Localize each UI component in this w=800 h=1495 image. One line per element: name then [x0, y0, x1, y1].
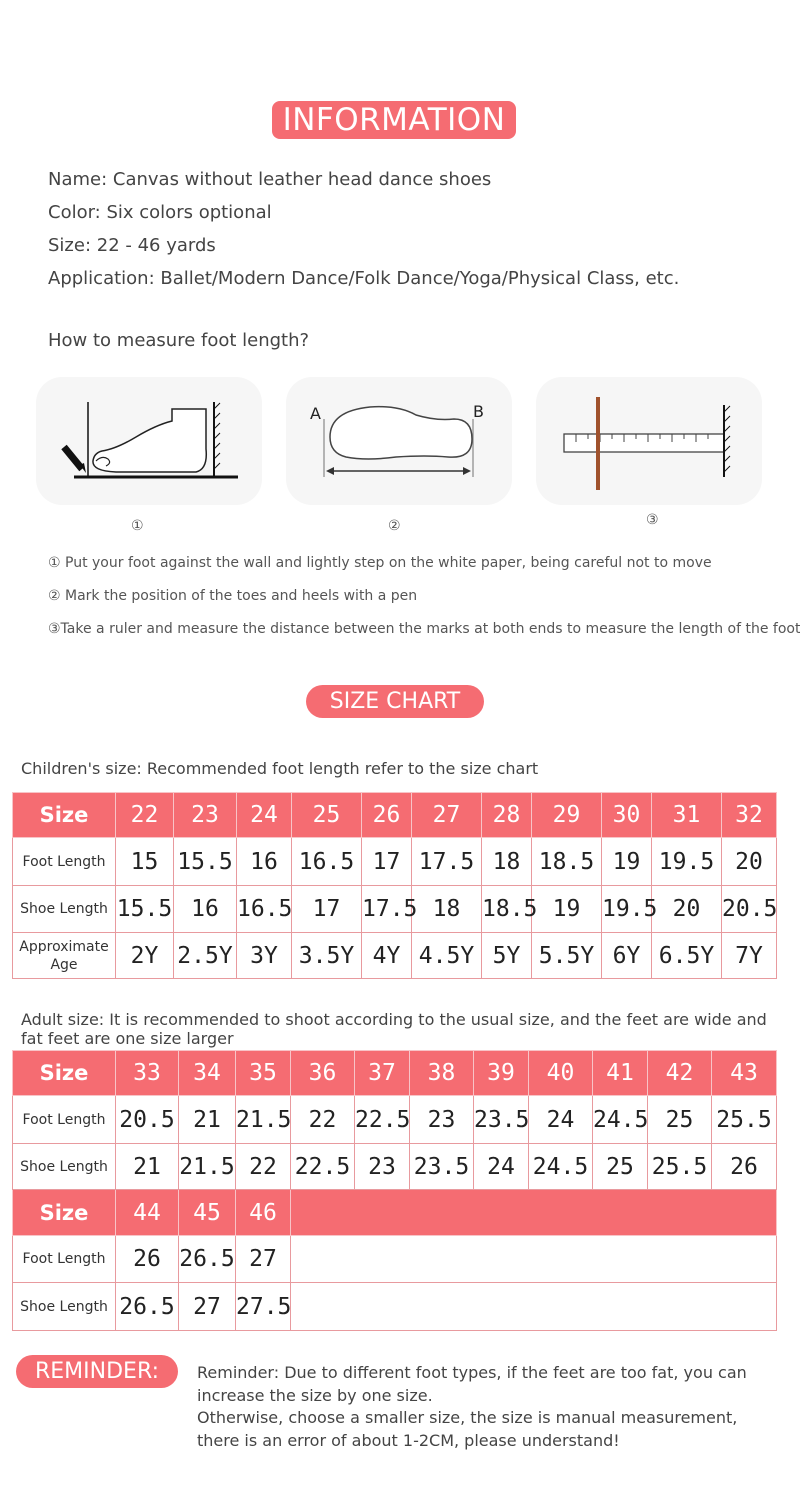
adult-size-row	[13, 1051, 777, 1096]
footprint-outline-icon	[286, 377, 512, 505]
size-cell: 23	[174, 793, 237, 838]
size-row-label: Size	[13, 793, 116, 838]
shoe-length-cell: 25.5	[648, 1144, 712, 1190]
shoe-length-cell: 27	[179, 1283, 236, 1331]
foot-length-row-label: Foot Length	[13, 838, 116, 886]
age-cell: 5.5Y	[532, 933, 602, 979]
picture-number-2: ②	[388, 518, 401, 534]
adult-foot-length-row-2	[13, 1236, 777, 1283]
age-cell: 3.5Y	[292, 933, 362, 979]
foot-length-row-label: Foot Length	[13, 1236, 116, 1283]
adult-size-note: Adult size: It is recommended to shoot according to the usual size, and the feet are wide and fat feet are one size larger	[21, 1010, 767, 1048]
information-heading: INFORMATION	[272, 101, 516, 139]
foot-length-cell: 15	[116, 838, 174, 886]
reminder-line-1: Reminder: Due to different foot types, if the feet are too fat, you can increase the size by one size.	[197, 1363, 747, 1405]
adult-size-row-2	[13, 1190, 777, 1236]
foot-length-cell: 16	[237, 838, 292, 886]
size-cell: 30	[602, 793, 652, 838]
foot-on-paper-icon	[36, 377, 262, 505]
foot-length-cell: 24	[529, 1096, 593, 1144]
size-cell: 26	[362, 793, 412, 838]
shoe-length-cell: 17.5	[362, 886, 412, 933]
children-size-note: Children's size: Recommended foot length refer to the size chart	[21, 759, 539, 778]
shoe-length-cell: 22	[236, 1144, 291, 1190]
children-size-row	[13, 793, 777, 838]
shoe-length-cell: 24.5	[529, 1144, 593, 1190]
size-row-label: Size	[13, 1190, 116, 1236]
foot-length-cell: 27	[236, 1236, 291, 1283]
product-size: Size: 22 - 46 yards	[48, 235, 216, 256]
shoe-length-cell: 22.5	[291, 1144, 355, 1190]
point-b-label: B	[473, 402, 484, 421]
adult-shoe-length-row	[13, 1144, 777, 1190]
foot-length-cell: 16.5	[292, 838, 362, 886]
size-cell: 24	[237, 793, 292, 838]
foot-length-cell: 15.5	[174, 838, 237, 886]
age-cell: 6Y	[602, 933, 652, 979]
shoe-length-cell: 26.5	[116, 1283, 179, 1331]
product-color: Color: Six colors optional	[48, 202, 272, 223]
shoe-length-cell: 19.5	[602, 886, 652, 933]
size-cell: 35	[236, 1051, 291, 1096]
empty-cell	[291, 1236, 777, 1283]
size-cell: 37	[355, 1051, 410, 1096]
shoe-length-cell: 25	[593, 1144, 648, 1190]
size-cell: 41	[593, 1051, 648, 1096]
shoe-length-cell: 18	[412, 886, 482, 933]
measure-picture-1	[36, 377, 262, 505]
shoe-length-cell: 21.5	[179, 1144, 236, 1190]
shoe-length-cell: 16	[174, 886, 237, 933]
shoe-length-cell: 24	[474, 1144, 529, 1190]
size-cell: 45	[179, 1190, 236, 1236]
size-cell: 28	[482, 793, 532, 838]
point-a-label: A	[310, 404, 321, 423]
foot-length-cell: 20.5	[116, 1096, 179, 1144]
measure-question: How to measure foot length?	[48, 330, 310, 351]
size-cell: 25	[292, 793, 362, 838]
foot-length-cell: 22	[291, 1096, 355, 1144]
shoe-length-row-label: Shoe Length	[13, 886, 116, 933]
age-cell: 2Y	[116, 933, 174, 979]
ruler-icon	[536, 377, 762, 505]
foot-length-cell: 19	[602, 838, 652, 886]
size-cell: 46	[236, 1190, 291, 1236]
adult-foot-length-row	[13, 1096, 777, 1144]
size-cell: 40	[529, 1051, 593, 1096]
foot-length-cell: 21	[179, 1096, 236, 1144]
shoe-length-cell: 23	[355, 1144, 410, 1190]
age-cell: 4.5Y	[412, 933, 482, 979]
children-shoe-length-row	[13, 886, 777, 933]
children-age-row	[13, 933, 777, 979]
age-cell: 7Y	[722, 933, 777, 979]
product-application: Application: Ballet/Modern Dance/Folk Dance/Yoga/Physical Class, etc.	[48, 268, 680, 289]
reminder-line-2: Otherwise, choose a smaller size, the size is manual measurement, there is an error of about 1-2CM, please understand!	[197, 1408, 738, 1450]
foot-length-cell: 18	[482, 838, 532, 886]
foot-length-cell: 23.5	[474, 1096, 529, 1144]
age-row-label: Approximate Age	[13, 933, 116, 979]
product-info	[48, 166, 679, 298]
size-chart-heading: SIZE CHART	[306, 685, 484, 718]
shoe-length-row-label: Shoe Length	[13, 1144, 116, 1190]
size-cell: 42	[648, 1051, 712, 1096]
age-cell: 6.5Y	[652, 933, 722, 979]
foot-length-cell: 21.5	[236, 1096, 291, 1144]
shoe-length-cell: 27.5	[236, 1283, 291, 1331]
shoe-length-cell: 20	[652, 886, 722, 933]
size-cell: 33	[116, 1051, 179, 1096]
picture-number-1: ①	[131, 518, 144, 534]
step-1: ① Put your foot against the wall and lightly step on the white paper, being careful not to move	[48, 555, 712, 571]
size-cell: 44	[116, 1190, 179, 1236]
size-cell: 38	[410, 1051, 474, 1096]
measure-picture-3	[536, 377, 762, 505]
age-cell: 2.5Y	[174, 933, 237, 979]
children-size-table	[12, 792, 777, 979]
shoe-length-row-label: Shoe Length	[13, 1283, 116, 1331]
size-cell: 32	[722, 793, 777, 838]
foot-length-cell: 25	[648, 1096, 712, 1144]
foot-length-cell: 22.5	[355, 1096, 410, 1144]
children-foot-length-row	[13, 838, 777, 886]
foot-length-cell: 17.5	[412, 838, 482, 886]
shoe-length-cell: 26	[712, 1144, 777, 1190]
measure-picture-2	[286, 377, 512, 505]
adult-size-table	[12, 1050, 777, 1331]
foot-length-cell: 19.5	[652, 838, 722, 886]
foot-length-cell: 17	[362, 838, 412, 886]
size-cell: 31	[652, 793, 722, 838]
adult-shoe-length-row-2	[13, 1283, 777, 1331]
empty-cell	[291, 1190, 777, 1236]
shoe-length-cell: 15.5	[116, 886, 174, 933]
shoe-length-cell: 23.5	[410, 1144, 474, 1190]
shoe-length-cell: 16.5	[237, 886, 292, 933]
step-3: ③Take a ruler and measure the distance between the marks at both ends to measure the length of the foot	[48, 621, 800, 637]
shoe-length-cell: 18.5	[482, 886, 532, 933]
size-cell: 22	[116, 793, 174, 838]
foot-length-cell: 26	[116, 1236, 179, 1283]
foot-length-cell: 20	[722, 838, 777, 886]
foot-length-cell: 25.5	[712, 1096, 777, 1144]
shoe-length-cell: 21	[116, 1144, 179, 1190]
picture-number-3: ③	[646, 512, 659, 528]
age-cell: 4Y	[362, 933, 412, 979]
step-2: ② Mark the position of the toes and heels with a pen	[48, 588, 418, 604]
empty-cell	[291, 1283, 777, 1331]
age-cell: 5Y	[482, 933, 532, 979]
shoe-length-cell: 19	[532, 886, 602, 933]
size-cell: 43	[712, 1051, 777, 1096]
foot-length-cell: 23	[410, 1096, 474, 1144]
foot-length-row-label: Foot Length	[13, 1096, 116, 1144]
size-cell: 39	[474, 1051, 529, 1096]
foot-length-cell: 26.5	[179, 1236, 236, 1283]
reminder-text	[197, 1362, 772, 1452]
reminder-label: REMINDER:	[16, 1355, 178, 1388]
foot-length-cell: 18.5	[532, 838, 602, 886]
size-cell: 27	[412, 793, 482, 838]
size-cell: 29	[532, 793, 602, 838]
shoe-length-cell: 20.5	[722, 886, 777, 933]
product-name: Name: Canvas without leather head dance shoes	[48, 169, 492, 190]
size-cell: 34	[179, 1051, 236, 1096]
foot-length-cell: 24.5	[593, 1096, 648, 1144]
age-cell: 3Y	[237, 933, 292, 979]
size-cell: 36	[291, 1051, 355, 1096]
size-row-label: Size	[13, 1051, 116, 1096]
shoe-length-cell: 17	[292, 886, 362, 933]
